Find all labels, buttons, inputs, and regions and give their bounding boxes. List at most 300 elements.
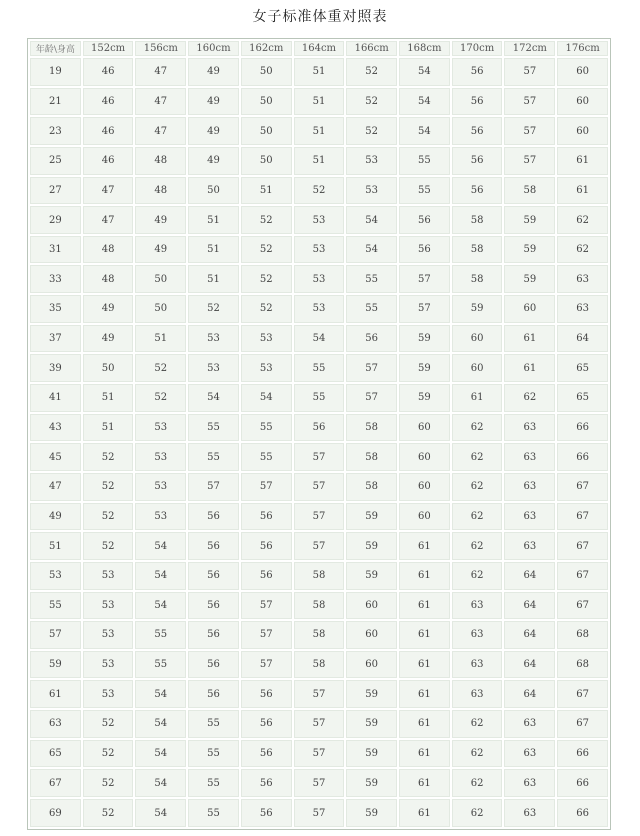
weight-cell: 49 [188, 117, 239, 145]
weight-cell: 55 [135, 651, 186, 679]
row-header-age: 19 [30, 58, 81, 86]
weight-cell: 51 [294, 117, 345, 145]
table-row [30, 147, 608, 175]
weight-cell: 61 [452, 384, 503, 412]
weight-cell: 49 [188, 147, 239, 175]
weight-cell: 62 [504, 384, 555, 412]
weight-cell: 66 [557, 443, 608, 471]
weight-cell: 58 [346, 414, 397, 442]
weight-cell: 63 [557, 295, 608, 323]
weight-cell: 62 [557, 206, 608, 234]
weight-cell: 60 [557, 88, 608, 116]
table-row [30, 295, 608, 323]
weight-cell: 53 [83, 621, 134, 649]
weight-cell: 54 [399, 58, 450, 86]
weight-cell: 56 [294, 414, 345, 442]
weight-cell: 51 [294, 88, 345, 116]
weight-cell: 60 [557, 117, 608, 145]
weight-cell: 60 [504, 295, 555, 323]
column-header-height: 172cm [504, 41, 555, 56]
weight-cell: 60 [346, 621, 397, 649]
table-row [30, 710, 608, 738]
row-header-age: 59 [30, 651, 81, 679]
weight-cell: 57 [294, 443, 345, 471]
weight-cell: 60 [399, 473, 450, 501]
weight-cell: 58 [452, 265, 503, 293]
weight-cell: 51 [83, 384, 134, 412]
table-row [30, 236, 608, 264]
weight-cell: 53 [241, 354, 292, 382]
weight-cell: 62 [452, 710, 503, 738]
weight-cell: 56 [399, 206, 450, 234]
weight-cell: 61 [504, 354, 555, 382]
weight-cell: 50 [241, 117, 292, 145]
weight-cell: 66 [557, 769, 608, 797]
weight-cell: 59 [346, 532, 397, 560]
weight-cell: 52 [241, 295, 292, 323]
weight-cell: 52 [135, 354, 186, 382]
table-row [30, 592, 608, 620]
weight-cell: 57 [241, 621, 292, 649]
weight-cell: 54 [135, 799, 186, 827]
table-row [30, 621, 608, 649]
table-row [30, 473, 608, 501]
weight-cell: 61 [399, 651, 450, 679]
weight-cell: 52 [241, 206, 292, 234]
column-header-height: 152cm [83, 41, 134, 56]
weight-cell: 55 [188, 443, 239, 471]
weight-cell: 57 [294, 710, 345, 738]
weight-cell: 57 [504, 88, 555, 116]
weight-cell: 57 [504, 147, 555, 175]
weight-cell: 49 [135, 206, 186, 234]
weight-cell: 61 [557, 147, 608, 175]
weight-cell: 59 [346, 680, 397, 708]
weight-cell: 61 [399, 740, 450, 768]
weight-cell: 57 [188, 473, 239, 501]
weight-cell: 61 [399, 710, 450, 738]
weight-cell: 59 [399, 354, 450, 382]
row-header-age: 65 [30, 740, 81, 768]
weight-cell: 56 [399, 236, 450, 264]
weight-cell: 52 [83, 532, 134, 560]
table-row [30, 740, 608, 768]
weight-cell: 54 [135, 710, 186, 738]
weight-cell: 56 [188, 562, 239, 590]
weight-cell: 60 [399, 414, 450, 442]
weight-cell: 50 [241, 147, 292, 175]
weight-cell: 63 [557, 265, 608, 293]
weight-cell: 51 [83, 414, 134, 442]
weight-cell: 47 [135, 58, 186, 86]
table-row [30, 532, 608, 560]
weight-cell: 52 [241, 236, 292, 264]
table-row [30, 414, 608, 442]
weight-cell: 55 [294, 354, 345, 382]
column-header-height: 162cm [241, 41, 292, 56]
corner-header-cell: 年龄\身高 [30, 41, 81, 56]
weight-cell: 59 [346, 562, 397, 590]
weight-cell: 49 [188, 58, 239, 86]
weight-cell: 58 [346, 473, 397, 501]
weight-table [28, 39, 610, 829]
weight-cell: 59 [346, 710, 397, 738]
weight-cell: 60 [452, 354, 503, 382]
weight-cell: 55 [346, 295, 397, 323]
weight-cell: 57 [294, 769, 345, 797]
column-header-height: 176cm [557, 41, 608, 56]
column-header-height: 160cm [188, 41, 239, 56]
weight-cell: 46 [83, 88, 134, 116]
table-row [30, 354, 608, 382]
weight-cell: 57 [294, 503, 345, 531]
weight-cell: 56 [188, 592, 239, 620]
weight-cell: 62 [452, 503, 503, 531]
table-row [30, 443, 608, 471]
weight-cell: 52 [83, 710, 134, 738]
weight-cell: 48 [135, 147, 186, 175]
weight-cell: 47 [135, 88, 186, 116]
column-header-height: 156cm [135, 41, 186, 56]
weight-cell: 66 [557, 799, 608, 827]
weight-cell: 61 [399, 562, 450, 590]
weight-cell: 62 [557, 236, 608, 264]
weight-cell: 56 [241, 503, 292, 531]
weight-cell: 55 [399, 177, 450, 205]
weight-cell: 56 [188, 680, 239, 708]
weight-cell: 55 [188, 710, 239, 738]
weight-cell: 59 [346, 799, 397, 827]
weight-cell: 57 [346, 384, 397, 412]
weight-cell: 53 [135, 473, 186, 501]
weight-cell: 61 [399, 799, 450, 827]
row-header-age: 27 [30, 177, 81, 205]
weight-cell: 54 [399, 117, 450, 145]
row-header-age: 39 [30, 354, 81, 382]
weight-cell: 64 [557, 325, 608, 353]
weight-cell: 53 [294, 295, 345, 323]
weight-cell: 52 [346, 117, 397, 145]
weight-cell: 51 [188, 206, 239, 234]
weight-cell: 53 [346, 177, 397, 205]
weight-cell: 53 [83, 680, 134, 708]
row-header-age: 33 [30, 265, 81, 293]
table-row [30, 503, 608, 531]
weight-cell: 52 [83, 503, 134, 531]
weight-cell: 55 [399, 147, 450, 175]
weight-cell: 57 [241, 592, 292, 620]
row-header-age: 61 [30, 680, 81, 708]
row-header-age: 25 [30, 147, 81, 175]
weight-cell: 63 [504, 710, 555, 738]
weight-cell: 59 [452, 295, 503, 323]
weight-cell: 51 [294, 58, 345, 86]
row-header-age: 47 [30, 473, 81, 501]
weight-cell: 57 [241, 651, 292, 679]
weight-cell: 57 [399, 265, 450, 293]
weight-cell: 52 [188, 295, 239, 323]
weight-cell: 48 [135, 177, 186, 205]
weight-cell: 62 [452, 414, 503, 442]
row-header-age: 51 [30, 532, 81, 560]
weight-cell: 62 [452, 443, 503, 471]
weight-cell: 60 [557, 58, 608, 86]
weight-cell: 62 [452, 799, 503, 827]
row-header-age: 21 [30, 88, 81, 116]
weight-cell: 63 [504, 799, 555, 827]
weight-cell: 57 [294, 680, 345, 708]
weight-cell: 57 [241, 473, 292, 501]
weight-cell: 56 [452, 177, 503, 205]
weight-cell: 59 [399, 325, 450, 353]
weight-cell: 57 [504, 58, 555, 86]
row-header-age: 53 [30, 562, 81, 590]
weight-cell: 56 [241, 769, 292, 797]
weight-cell: 54 [241, 384, 292, 412]
weight-cell: 57 [399, 295, 450, 323]
row-header-age: 69 [30, 799, 81, 827]
weight-cell: 63 [452, 651, 503, 679]
table-row [30, 680, 608, 708]
weight-cell: 47 [83, 206, 134, 234]
weight-cell: 56 [241, 710, 292, 738]
weight-cell: 63 [452, 621, 503, 649]
weight-cell: 60 [452, 325, 503, 353]
weight-cell: 61 [399, 621, 450, 649]
weight-cell: 58 [294, 592, 345, 620]
weight-cell: 47 [83, 177, 134, 205]
weight-cell: 59 [504, 265, 555, 293]
weight-cell: 60 [399, 503, 450, 531]
table-row [30, 769, 608, 797]
weight-cell: 50 [241, 58, 292, 86]
weight-cell: 63 [452, 592, 503, 620]
weight-cell: 49 [83, 325, 134, 353]
weight-cell: 57 [294, 799, 345, 827]
weight-cell: 53 [241, 325, 292, 353]
weight-cell: 68 [557, 651, 608, 679]
column-header-height: 170cm [452, 41, 503, 56]
weight-cell: 50 [135, 265, 186, 293]
weight-cell: 60 [399, 443, 450, 471]
weight-cell: 49 [188, 88, 239, 116]
weight-cell: 57 [294, 740, 345, 768]
weight-cell: 49 [83, 295, 134, 323]
row-header-age: 35 [30, 295, 81, 323]
weight-cell: 50 [241, 88, 292, 116]
weight-cell: 67 [557, 592, 608, 620]
weight-cell: 64 [504, 680, 555, 708]
weight-cell: 54 [346, 206, 397, 234]
weight-cell: 53 [188, 354, 239, 382]
row-header-age: 41 [30, 384, 81, 412]
table-row [30, 88, 608, 116]
weight-cell: 62 [452, 473, 503, 501]
weight-cell: 51 [241, 177, 292, 205]
weight-cell: 63 [504, 443, 555, 471]
weight-cell: 53 [135, 503, 186, 531]
weight-cell: 67 [557, 503, 608, 531]
weight-cell: 56 [452, 58, 503, 86]
weight-cell: 54 [294, 325, 345, 353]
weight-cell: 58 [294, 621, 345, 649]
weight-cell: 62 [452, 740, 503, 768]
weight-cell: 68 [557, 621, 608, 649]
weight-cell: 56 [241, 532, 292, 560]
weight-cell: 52 [346, 88, 397, 116]
weight-cell: 55 [135, 621, 186, 649]
row-header-age: 43 [30, 414, 81, 442]
weight-cell: 55 [346, 265, 397, 293]
weight-cell: 63 [504, 414, 555, 442]
weight-cell: 53 [294, 265, 345, 293]
row-header-age: 63 [30, 710, 81, 738]
weight-cell: 53 [135, 414, 186, 442]
weight-cell: 61 [399, 680, 450, 708]
weight-cell: 56 [452, 88, 503, 116]
weight-cell: 53 [83, 562, 134, 590]
weight-cell: 61 [504, 325, 555, 353]
row-header-age: 23 [30, 117, 81, 145]
table-row [30, 117, 608, 145]
weight-cell: 54 [135, 740, 186, 768]
weight-cell: 54 [135, 680, 186, 708]
row-header-age: 55 [30, 592, 81, 620]
weight-cell: 66 [557, 414, 608, 442]
weight-cell: 63 [504, 532, 555, 560]
column-header-height: 166cm [346, 41, 397, 56]
weight-cell: 46 [83, 147, 134, 175]
weight-cell: 61 [399, 532, 450, 560]
weight-cell: 62 [452, 769, 503, 797]
weight-cell: 54 [135, 769, 186, 797]
weight-cell: 56 [241, 799, 292, 827]
weight-cell: 51 [135, 325, 186, 353]
weight-cell: 67 [557, 473, 608, 501]
weight-cell: 52 [83, 443, 134, 471]
weight-cell: 60 [346, 651, 397, 679]
weight-cell: 50 [83, 354, 134, 382]
table-header-row [30, 41, 608, 56]
row-header-age: 31 [30, 236, 81, 264]
table-row [30, 58, 608, 86]
row-header-age: 49 [30, 503, 81, 531]
row-header-age: 29 [30, 206, 81, 234]
weight-cell: 57 [346, 354, 397, 382]
weight-cell: 60 [346, 592, 397, 620]
weight-cell: 58 [294, 562, 345, 590]
weight-cell: 63 [504, 473, 555, 501]
weight-cell: 59 [346, 740, 397, 768]
weight-cell: 62 [452, 562, 503, 590]
weight-cell: 53 [83, 592, 134, 620]
weight-cell: 54 [135, 562, 186, 590]
table-row [30, 384, 608, 412]
weight-cell: 54 [135, 592, 186, 620]
table-row [30, 177, 608, 205]
weight-cell: 48 [83, 236, 134, 264]
weight-cell: 56 [241, 740, 292, 768]
weight-cell: 57 [294, 532, 345, 560]
weight-cell: 56 [188, 621, 239, 649]
row-header-age: 37 [30, 325, 81, 353]
weight-cell: 49 [135, 236, 186, 264]
weight-cell: 64 [504, 621, 555, 649]
page-title: 女子标准体重对照表 [252, 9, 388, 25]
weight-cell: 59 [399, 384, 450, 412]
weight-cell: 55 [188, 740, 239, 768]
weight-cell: 53 [294, 236, 345, 264]
weight-cell: 63 [504, 503, 555, 531]
weight-cell: 52 [346, 58, 397, 86]
weight-cell: 59 [346, 769, 397, 797]
weight-cell: 63 [504, 740, 555, 768]
weight-cell: 57 [504, 117, 555, 145]
weight-cell: 51 [294, 147, 345, 175]
table-row [30, 562, 608, 590]
weight-cell: 46 [83, 117, 134, 145]
weight-cell: 55 [294, 384, 345, 412]
table-row [30, 651, 608, 679]
weight-cell: 47 [135, 117, 186, 145]
weight-cell: 52 [241, 265, 292, 293]
weight-cell: 56 [241, 680, 292, 708]
weight-cell: 53 [294, 206, 345, 234]
weight-cell: 59 [504, 206, 555, 234]
weight-cell: 56 [346, 325, 397, 353]
column-header-height: 164cm [294, 41, 345, 56]
weight-cell: 58 [294, 651, 345, 679]
weight-cell: 63 [504, 769, 555, 797]
weight-cell: 52 [83, 740, 134, 768]
weight-cell: 52 [83, 473, 134, 501]
table-body [30, 58, 608, 827]
weight-cell: 65 [557, 384, 608, 412]
weight-cell: 54 [188, 384, 239, 412]
weight-cell: 65 [557, 354, 608, 382]
weight-table-container [27, 38, 611, 830]
weight-cell: 62 [452, 532, 503, 560]
weight-cell: 57 [294, 473, 345, 501]
weight-cell: 54 [399, 88, 450, 116]
weight-cell: 46 [83, 58, 134, 86]
row-header-age: 45 [30, 443, 81, 471]
weight-cell: 55 [188, 799, 239, 827]
row-header-age: 57 [30, 621, 81, 649]
weight-cell: 54 [346, 236, 397, 264]
weight-cell: 56 [452, 117, 503, 145]
column-header-height: 168cm [399, 41, 450, 56]
table-row [30, 206, 608, 234]
table-row [30, 799, 608, 827]
weight-cell: 64 [504, 562, 555, 590]
weight-cell: 50 [135, 295, 186, 323]
weight-cell: 53 [346, 147, 397, 175]
table-row [30, 325, 608, 353]
weight-cell: 56 [452, 147, 503, 175]
weight-cell: 55 [241, 414, 292, 442]
weight-cell: 51 [188, 265, 239, 293]
weight-cell: 61 [399, 769, 450, 797]
weight-cell: 63 [452, 680, 503, 708]
weight-cell: 64 [504, 592, 555, 620]
weight-cell: 66 [557, 740, 608, 768]
weight-cell: 50 [188, 177, 239, 205]
weight-cell: 67 [557, 680, 608, 708]
weight-cell: 64 [504, 651, 555, 679]
weight-cell: 58 [504, 177, 555, 205]
weight-cell: 56 [188, 651, 239, 679]
